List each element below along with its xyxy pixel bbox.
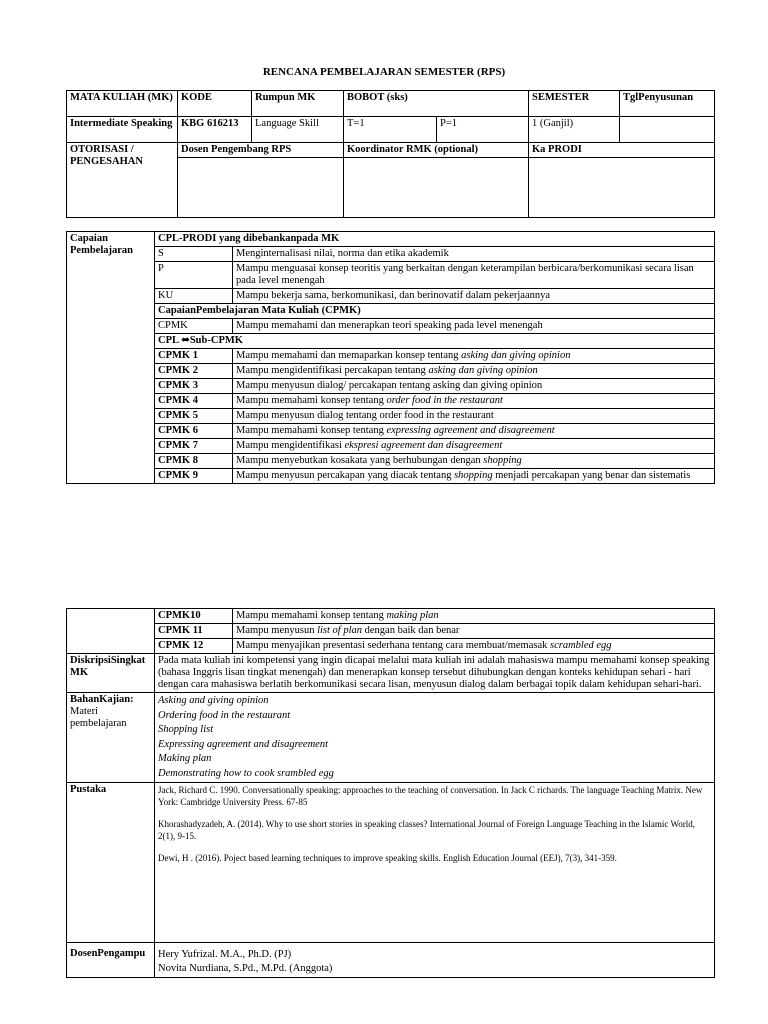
sub-cpmk-row bbox=[67, 624, 715, 639]
cpl-text: Menginternalisasi nilai, norma dan etika akademik bbox=[233, 247, 715, 262]
sub-cpmk-code: CPMK 7 bbox=[155, 439, 233, 454]
koordinator-signature bbox=[344, 158, 529, 218]
sub-cpmk-code: CPMK 8 bbox=[155, 454, 233, 469]
koordinator-label: Koordinator RMK (optional) bbox=[344, 143, 529, 158]
cpl-row bbox=[67, 289, 715, 304]
bahan-item: Expressing agreement and disagreement bbox=[158, 738, 329, 750]
bahan-sublabel: Materi pembelajaran bbox=[70, 706, 127, 729]
cpmk-text: Mampu memahami dan menerapkan teori speaking pada level menengah bbox=[233, 319, 715, 334]
sub-cpmk-code: CPMK 3 bbox=[155, 379, 233, 394]
sub-cpmk-row bbox=[67, 639, 715, 654]
kode-value: KBG 616213 bbox=[178, 117, 252, 143]
rumpun-value: Language Skill bbox=[252, 117, 344, 143]
sub-cpmk-text: Mampu menyusun dialog/ percakapan tentang asking dan giving opinion bbox=[233, 379, 715, 394]
sub-cpmk-row bbox=[67, 394, 715, 409]
sub-cpmk-text: Mampu menyusun percakapan yang diacak tentang shopping menjadi percakapan yang benar dan sistematis bbox=[233, 469, 715, 484]
sub-cpmk-text: Mampu menyajikan presentasi sederhana tentang cara membuat/memasak scrambled egg bbox=[233, 639, 715, 654]
cpl-prodi-heading: CPL-PRODI yang dibebankanpada MK bbox=[155, 232, 715, 247]
bahan-list bbox=[155, 693, 715, 783]
dosen-pengampu-list bbox=[155, 943, 715, 978]
otorisasi-label: OTORISASI / PENGESAHAN bbox=[67, 143, 178, 218]
deskripsi-label: DiskripsiSingkat MK bbox=[67, 654, 155, 693]
sub-cpmk-row bbox=[67, 469, 715, 484]
cpl-code: KU bbox=[155, 289, 233, 304]
bahan-item: Making plan bbox=[158, 753, 212, 764]
tgl-penyusunan-value bbox=[620, 117, 715, 143]
dosen-pengembang-label: Dosen Pengembang RPS bbox=[178, 143, 344, 158]
sub-cpmk-code: CPMK 2 bbox=[155, 364, 233, 379]
cpl-code: S bbox=[155, 247, 233, 262]
cpl-row bbox=[67, 262, 715, 289]
sub-cpmk-text: Mampu menyebutkan kosakata yang berhubungan dengan shopping bbox=[233, 454, 715, 469]
sub-cpmk-text: Mampu mengidentifikasi percakapan tentang asking dan giving opinion bbox=[233, 364, 715, 379]
mata-kuliah-value: Intermediate Speaking bbox=[67, 117, 178, 143]
sub-cpmk-row bbox=[67, 349, 715, 364]
sub-cpmk-code: CPMK 11 bbox=[155, 624, 233, 639]
cpl-text: Mampu menguasai konsep teoritis yang berkaitan dengan keterampilan berbicara/berkomunikasi secara lisan pada level menengah bbox=[233, 262, 715, 289]
course-detail-table bbox=[66, 608, 715, 978]
sub-cpmk-text: Mampu menyusun list of plan dengan baik dan benar bbox=[233, 624, 715, 639]
sub-cpmk-text: Mampu menyusun dialog tentang order food in the restaurant bbox=[233, 409, 715, 424]
dosen-pengampu-label: DosenPengampu bbox=[67, 943, 155, 978]
course-header-table bbox=[66, 90, 715, 218]
dosen-pengembang-signature bbox=[178, 158, 344, 218]
pustaka-item: Khorashadyzadeh, A. (2014). Why to use short stories in speaking classes? International Journal of Foreign Language Teaching in the Islamic World, 2(1), 9-15. bbox=[158, 819, 696, 841]
cpl-code: P bbox=[155, 262, 233, 289]
dosen-item: Novita Nurdiana, S.Pd., M.Pd. (Anggota) bbox=[158, 963, 333, 974]
bahan-item: Shopping list bbox=[158, 724, 214, 735]
semester-label: SEMESTER bbox=[529, 91, 620, 117]
bahan-item: Demonstrating how to cook srambled egg bbox=[158, 767, 334, 779]
sub-cpmk-row bbox=[67, 409, 715, 424]
sub-cpmk-code: CPMK 4 bbox=[155, 394, 233, 409]
sub-cpmk-code: CPMK 12 bbox=[155, 639, 233, 654]
dosen-item: Hery Yufrizal. M.A., Ph.D. (PJ) bbox=[158, 949, 292, 960]
cpmk-heading: CapaianPembelajaran Mata Kuliah (CPMK) bbox=[155, 304, 715, 319]
sub-cpmk-text: Mampu mengidentifikasi ekspresi agreement dan disagreement bbox=[233, 439, 715, 454]
sub-cpmk-heading: CPL ⬌Sub-CPMK bbox=[155, 334, 715, 349]
pustaka-item: Dewi, H . (2016). Poject based learning techniques to improve speaking skills. English Education Journal (EEJ), 7(3), 341-359. bbox=[158, 853, 617, 863]
sub-cpmk-code: CPMK 9 bbox=[155, 469, 233, 484]
sub-cpmk-row bbox=[67, 439, 715, 454]
capaian-pembelajaran-table bbox=[66, 231, 715, 484]
bobot-t-value: T=1 bbox=[344, 117, 437, 143]
mata-kuliah-label: MATA KULIAH (MK) bbox=[67, 91, 178, 117]
sub-cpmk-text: Mampu memahami konsep tentang order food in the restaurant bbox=[233, 394, 715, 409]
sub-cpmk-code: CPMK 6 bbox=[155, 424, 233, 439]
sub-cpmk-text: Mampu memahami konsep tentang expressing agreement and disagreement bbox=[233, 424, 715, 439]
bahan-item: Asking and giving opinion bbox=[158, 695, 269, 706]
semester-value: 1 (Ganjil) bbox=[529, 117, 620, 143]
deskripsi-text: Pada mata kuliah ini kompetensi yang ingin dicapai melalui mata kuliah ini adalah mahasiswa mampu memahami konsep speaking (bahasa Inggris lisan tingkat menengah) dan menerapkan konsep tersebut dihubungkan dengan konteks kehidupan sehari - hari dengan cara mahasiswa berlatih berkomunikasi secara lisan, menyusun dialog dalam berbagai topik dalam kehidupan sehari-hari. bbox=[155, 654, 715, 693]
sub-cpmk-row bbox=[67, 609, 715, 624]
sub-cpmk-code: CPMK10 bbox=[155, 609, 233, 624]
bobot-p-value: P=1 bbox=[437, 117, 529, 143]
sub-cpmk-row bbox=[67, 424, 715, 439]
sub-cpmk-row bbox=[67, 364, 715, 379]
tgl-penyusunan-label: TglPenyusunan bbox=[620, 91, 715, 117]
document-title: RENCANA PEMBELAJARAN SEMESTER (RPS) bbox=[262, 66, 506, 78]
pustaka-item: Jack, Richard C. 1990. Conversationally speaking: approaches to the teaching of conversation. In Jack C richards. The language Teaching Matrix. New York: Cambridge University Press. 67-85 bbox=[158, 785, 703, 807]
bahan-label-cell bbox=[67, 693, 155, 783]
capaian-label: Capaian Pembelajaran bbox=[67, 232, 155, 484]
bahan-item: Ordering food in the restaurant bbox=[158, 709, 291, 721]
pustaka-label: Pustaka bbox=[67, 783, 155, 943]
bobot-label: BOBOT (sks) bbox=[344, 91, 529, 117]
cpmk-code: CPMK bbox=[155, 319, 233, 334]
sub-cpmk-code: CPMK 5 bbox=[155, 409, 233, 424]
cpl-row bbox=[67, 247, 715, 262]
ka-prodi-label: Ka PRODI bbox=[529, 143, 715, 158]
pustaka-list bbox=[155, 783, 715, 943]
cpl-text: Mampu bekerja sama, berkomunikasi, dan berinovatif dalam pekerjaannya bbox=[233, 289, 715, 304]
kode-label: KODE bbox=[178, 91, 252, 117]
cpmk-row bbox=[67, 319, 715, 334]
sub-cpmk-text: Mampu memahami konsep tentang making plan bbox=[233, 609, 715, 624]
sub-cpmk-row bbox=[67, 454, 715, 469]
sub-cpmk-text: Mampu memahami dan memaparkan konsep tentang asking dan giving opinion bbox=[233, 349, 715, 364]
rumpun-label: Rumpun MK bbox=[252, 91, 344, 117]
sub-cpmk-code: CPMK 1 bbox=[155, 349, 233, 364]
blank-label-cell bbox=[67, 609, 155, 654]
sub-cpmk-row bbox=[67, 379, 715, 394]
bahan-label: BahanKajian: bbox=[70, 694, 134, 705]
ka-prodi-signature bbox=[529, 158, 715, 218]
